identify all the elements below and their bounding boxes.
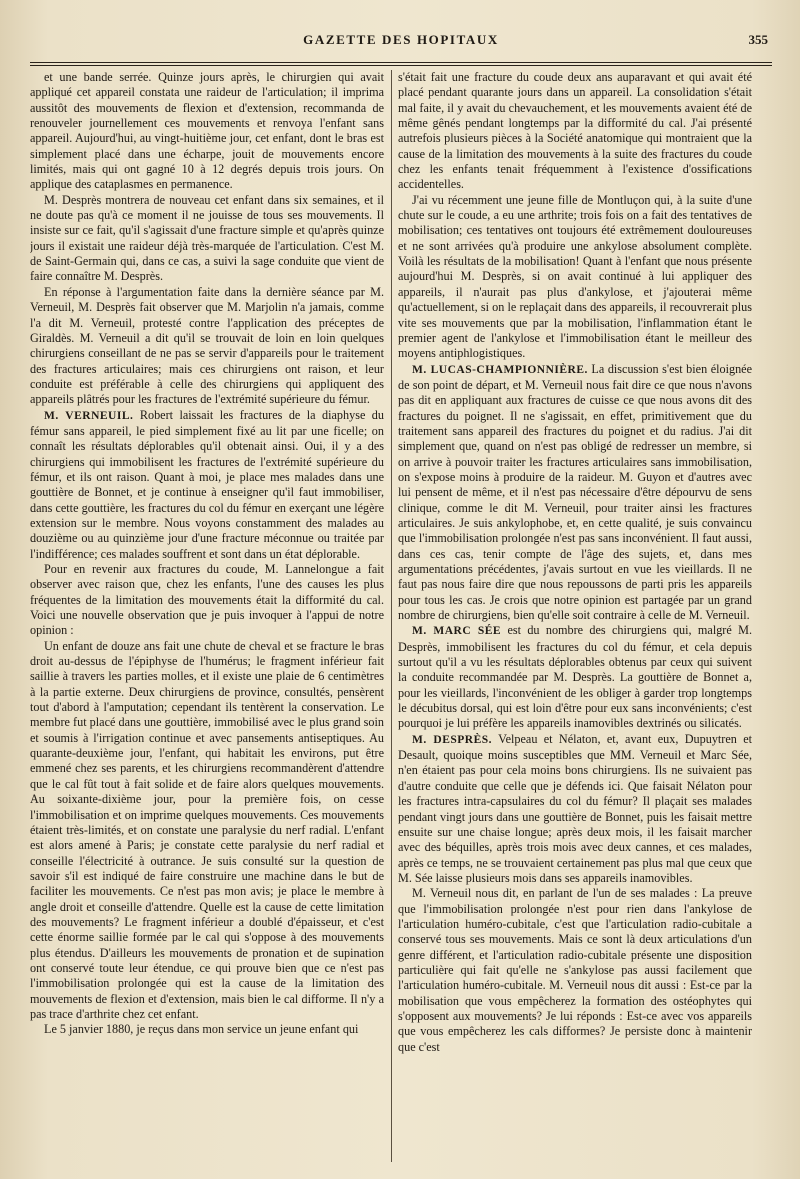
speaker-name: M. MARC SÉE	[412, 625, 502, 638]
journal-title: GAZETTE DES HOPITAUX	[303, 32, 499, 47]
paragraph	[30, 408, 384, 562]
article-columns	[30, 70, 774, 1162]
paragraph-text: Un enfant de douze ans fait une chute de cheval et se fracture le bras droit au-dessus de l'épiphyse de l'humérus; le fragment inférieur fait saillie à travers les parties molles, et il existe une plaie de 6 centimètres à la partie externe. Deux chirurgiens de province, consultés, pensèrent tout d'abord à l'amputation; cependant ils tentèrent la conservation. Le membre fut placé dans une gouttière, immobilisé avec le plus grand soin et soumis à l'irrigation continue et avec pansements antiseptiques. Au quarante-deuxième jour, l'enfant, qui habitait les environs, put être emmené chez ses parents, et les chirurgiens recommandèrent d'attendre que le cal fût tout à fait solide et de faire alors quelques mouvements. Au soixante-dixième jour, pour la première fois, on cesse l'immobilisation et on imprime quelques mouvements. Ces mouvements étaient très-limités, et on constate une paralysie du nerf radial. L'enfant est alors amené à Paris; je constate cette paralysie du nerf radial et conseille l'électricité à outrance. Je suis consulté sur la question de savoir s'il est indiqué de faire construire une machine dans le but de faciliter les mouvements. Ce n'est pas mon avis; je place le membre à angle droit et conseille d'attendre. Quelle est la cause de cette limitation des mouvements? Le fragment inférieur a doublé d'épaisseur, et c'est cette énorme saillie formée par le cal qui s'oppose à des mouvements plus étendus. D'ailleurs les mouvements de pronation et de supination ont conservé toute leur étendue, ce qui prouve bien que ce n'est pas l'immobilisation prolongée qui est la cause de la limitation des mouvements de flexion et d'extension, mais bien le cal difforme. Il n'y a pas trace d'arthrite chez cet enfant.	[30, 638, 384, 1021]
paragraph	[398, 362, 752, 624]
paragraph	[30, 193, 384, 285]
header-rule	[30, 62, 772, 66]
paragraph	[398, 193, 752, 362]
speaker-name: M. VERNEUIL.	[44, 409, 134, 422]
paragraph-text: Velpeau et Nélaton, et, avant eux, Dupuytren et Desault, quoique moins susceptibles que MM. Verneuil et Marc Sée, n'en étaient pas pour cela moins bons chirurgiens. Ils ne suivaient pas d'autre conduite que celle que je défends ici. Que faisait Nélaton pour les fractures intra-capsulaires du col du fémur? Il plaçait ses malades pendant vingt jours dans une gouttière de Bonnet, puis les faisait mettre ensuite sur une chaise longue; après deux mois, il les faisait marcher avec des béquilles, après trois mois avec deux cannes, et ces malades, après ce temps, ne se trouvaient certainement pas plus mal que ceux que M. Sée laisse plusieurs mois dans ses appareils inamovibles.	[398, 731, 752, 885]
speaker-name: M. DESPRÈS.	[412, 733, 493, 746]
paragraph-text: J'ai vu récemment une jeune fille de Montluçon qui, à la suite d'une chute sur le coude, a eu une arthrite; trois fois on a fait des tentatives de mobilisation; ces tentatives ont toujours été extrêmement douloureuses et ne sont arrivées qu'à produire une ankylose absolument complète. Voilà les résultats de la mobilisation! Quant à l'enfant que nous présente aujourd'hui M. Desprès, si on avait continué à lui appliquer des appareils, il n'aurait pas plus d'ankylose, et j'ajouterai même qu'actuellement, si on le replaçait dans des appareils, il recouvrerait plus vite ses mouvements que par la mobilisation, l'inflammation étant le premier agent de l'ankylose et l'immobilisation étant le meilleur des moyens antiphlogistiques.	[398, 192, 752, 361]
paragraph	[30, 1022, 384, 1037]
paragraph-text: M. Verneuil nous dit, en parlant de l'un de ses malades : La preuve que l'immobilisation prolongée n'est pour rien dans l'ankylose de l'articulation huméro-cubitale, c'est que l'articulation radio-cubitale a conservé tous ses mouvements. Mais ce sont là deux articulations d'un genre différent, et l'articulation radio-cubitale présente une disposition particulière qui fait qu'elle ne s'ankylose pas aussi facilement que l'articulation huméro-cubitale. M. Verneuil nous dit aussi : Est-ce par la mobilisation que vous empêcherez la formation des ostéophytes qui s'opposent aux mouvements? Je lui réponds : Est-ce avec vos appareils que vous empêcherez les cals difformes? Je persiste donc à maintenir que c'est	[398, 886, 752, 1054]
page-header	[30, 26, 772, 66]
paragraph	[398, 732, 752, 886]
paragraph-text: est du nombre des chirurgiens qui, malgré M. Desprès, immobilisent les fractures du col du fémur, et cela depuis surtout qu'il a vu les résultats déplorables obtenus par ceux qui suivent la conduite recommandée par M. Desprès. La gouttière de Bonnet a, pour les vieillards, l'inconvénient de les obliger à garder trop longtemps le décubitus dorsal, qui est loin d'être pour eux sans inconvénients; c'est pourquoi je lui préfère les appareils inamovibles dextrinés ou silicatés.	[398, 623, 752, 731]
paragraph-text: Pour en revenir aux fractures du coude, M. Lannelongue a fait observer avec raison que, chez les enfants, l'une des causes les plus fréquentes de la limitation des mouvements était la difformité du cal. Voici une nouvelle observation que je puis invoquer à l'appui de notre opinion :	[30, 562, 384, 638]
paragraph	[30, 70, 384, 193]
right-column	[398, 70, 752, 1162]
paragraph	[30, 639, 384, 1023]
paragraph	[398, 70, 752, 193]
paragraph	[30, 285, 384, 408]
speaker-name: M. LUCAS-CHAMPIONNIÈRE.	[412, 363, 588, 376]
paragraph-text: Le 5 janvier 1880, je reçus dans mon service un jeune enfant qui	[44, 1022, 359, 1037]
paragraph-text: M. Desprès montrera de nouveau cet enfant dans six semaines, et il ne doute pas qu'à ce moment il ne jouisse de tous ses mouvements. Il insiste sur ce fait, qu'il s'agissait d'une fracture simple et qu'après quinze jours il existait une raideur déjà très-marquée de l'articulation. C'est M. de Saint-Germain qui, dans ce cas, a suivi la sage conduite que vient de faire connaître M. Desprès.	[30, 192, 384, 284]
paragraph	[398, 886, 752, 1055]
paragraph-text: En réponse à l'argumentation faite dans la dernière séance par M. Verneuil, M. Desprès fait observer que M. Marjolin n'a jamais, comme l'a dit M. Verneuil, protesté contre l'application des préceptes de Giraldès. M. Verneuil a dit qu'il se trouvait de loin en loin quelques chirurgiens conseillant de ne pas se servir d'appareils pour le traitement des fractures articulaires; mais ces chirurgiens ont raison, et leur conduite est préférable à celle des chirurgiens qui appliquent des appareils plâtrés pour les fractures de l'extrémité supérieure du fémur.	[30, 284, 384, 407]
paragraph-text: s'était fait une fracture du coude deux ans auparavant et qui avait été placé pendant quarante jours dans un appareil. La consolidation s'était mal faite, il y avait du chevauchement, et les mouvements avaient été de même gênés pendant longtemps par la difformité du cal. J'ai présenté autrefois plusieurs pièces à la Société anatomique qui montraient que la cause de la limitation des mouvements à la suite des fractures du coude chez les enfants tenait fréquemment à l'existence d'ossifications accidentelles.	[398, 70, 752, 192]
paragraph	[398, 623, 752, 731]
left-column	[30, 70, 384, 1162]
column-divider	[391, 70, 392, 1162]
paragraph-text: et une bande serrée. Quinze jours après, le chirurgien qui avait appliqué cet appareil constata une raideur de l'articulation; il imprima aussitôt des mouvements de flexion et d'extension, recommanda de renouveler journellement ces mouvements et renvoya l'enfant sans appareil. Aujourd'hui, au vingt-huitième jour, cet enfant, dont le bras est simplement placé dans une écharpe, jouit de mouvements encore limités, mais qui ont gagné 10 à 12 degrés depuis trois jours. On applique des cataplasmes en permanence.	[30, 70, 384, 192]
paragraph-text: La discussion s'est bien éloignée de son point de départ, et M. Verneuil nous fait dire ce que nous n'avons pas dit en appliquant aux fractures de cuisse ce que nous avons dit des fractures du poignet. Il ne s'agissait, en effet, primitivement que du traitement sans appareil des fractures du poignet et du radius. J'ai dit simplement que, quand on n'est pas obligé de redresser un membre, si on arrive à pouvoir traiter les fractures articulaires sans immobilisation, on s'expose moins à produire de la raideur. M. Guyon et d'autres avec lui pensent de même, et il n'est pas nécessaire d'être dépourvu de sens clinique, comme le dit M. Verneuil, pour traiter ainsi les fractures articulaires. Je suis ankylophobe, et, en cette qualité, je suis convaincu que l'immobilisation prolongée n'est pas sans inconvénient. Il faut aussi, dans ces cas, tenir compte de l'âge des sujets, et, dans mes argumentations précédentes, j'avais surtout en vue les vieillards. Il ne faut pas nous faire dire que nous repoussons de parti pris les appareils pour tous les cas. Je crois que notre opinion est partagée par un grand nombre de chirurgiens, bien qu'elle soit contraire à celle de M. Verneuil.	[398, 361, 752, 623]
page-number: 355	[748, 32, 768, 47]
paragraph	[30, 562, 384, 639]
paragraph-text: Robert laissait les fractures de la diaphyse du fémur sans appareil, le pied simplement fixé au lit par une ficelle; on connaît les résultats déplorables qu'il obtenait ainsi. Oui, il y a des chirurgiens qui immobilisent les fractures de l'extrémité supérieure du fémur, et ils ont raison. Quant à moi, je place mes malades dans une gouttière de Bonnet, et je continue à enseigner qu'il faut immobiliser, dans cette gouttière, les fractures du col du fémur en exerçant une légère extension sur le membre. Nous voyons constamment des malades au douzième ou au quinzième jour d'une fracture méconnue ou traitée par l'indifférence; ces malades souffrent et sont dans un état déplorable.	[30, 407, 384, 561]
